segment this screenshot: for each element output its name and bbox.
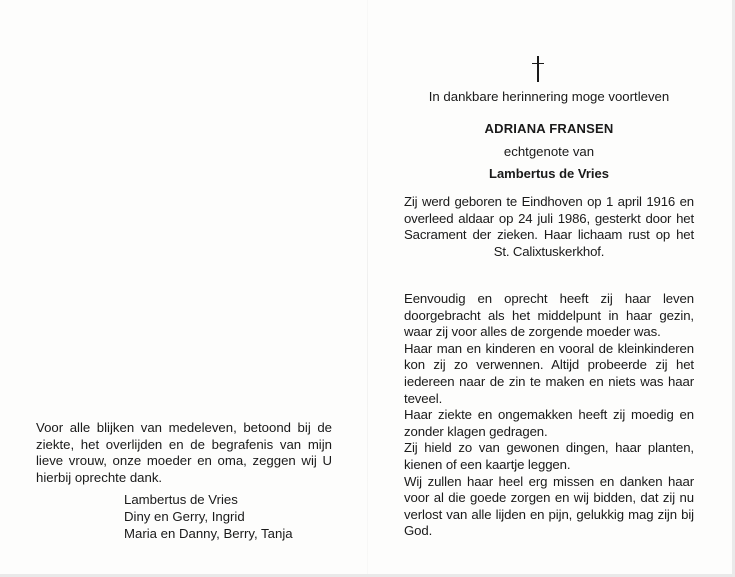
signatory: Maria en Danny, Berry, Tanja	[124, 525, 293, 541]
tribute-paragraph: Wij zullen haar heel erg missen en danken haar voor al die goede zorgen en wij bidden, dat zij nu verlost van alle lijden en pijn, gelukkig mag zijn bij God.	[404, 473, 694, 539]
thanks-text: Voor alle blijken van medeleven, betoond bij de ziekte, het overlijden en de begrafenis van mijn lieve vrouw, onze moeder en oma, zeggen wij U hierbij oprechte dank.	[36, 420, 332, 485]
spouse-name: Lambertus de Vries	[489, 166, 609, 181]
tribute-paragraph: Haar man en kinderen en vooral de kleinkinderen kon zij zo verwennen. Altijd probeerde zij het iedereen naar de zin te maken en niets was haar teveel.	[404, 340, 694, 406]
cross-icon	[531, 56, 545, 82]
biography: Zij werd geboren te Eindhoven op 1 april 1916 en overleed aldaar op 24 juli 1986, gesterkt door het Sacrament der zieken. Haar lichaam rust op het St. Calixtuskerkhof.	[404, 194, 694, 259]
signatory: Diny en Gerry, Ingrid	[124, 508, 245, 524]
card-fold	[367, 0, 368, 577]
tribute-paragraph: Eenvoudig en oprecht heeft zij haar leven doorgebracht als het middelpunt in haar gezin, waar zij voor alles de zorgende moeder was.	[404, 291, 694, 340]
tribute-paragraph: Zij hield zo van gewonen dingen, haar planten, kienen of een kaartje leggen.	[404, 440, 694, 472]
deceased-name: ADRIANA FRANSEN	[484, 121, 614, 136]
signatory: Lambertus de Vries	[124, 492, 238, 508]
signatories	[124, 492, 332, 542]
relation-line: echtgenote van	[503, 144, 595, 159]
left-panel	[36, 420, 332, 542]
tribute-paragraph: Haar ziekte en ongemakken heeft zij moedig en zonder klagen gedragen.	[404, 407, 694, 439]
intro-line: In dankbare herinnering moge voortleven	[428, 89, 670, 104]
tribute	[404, 291, 694, 540]
